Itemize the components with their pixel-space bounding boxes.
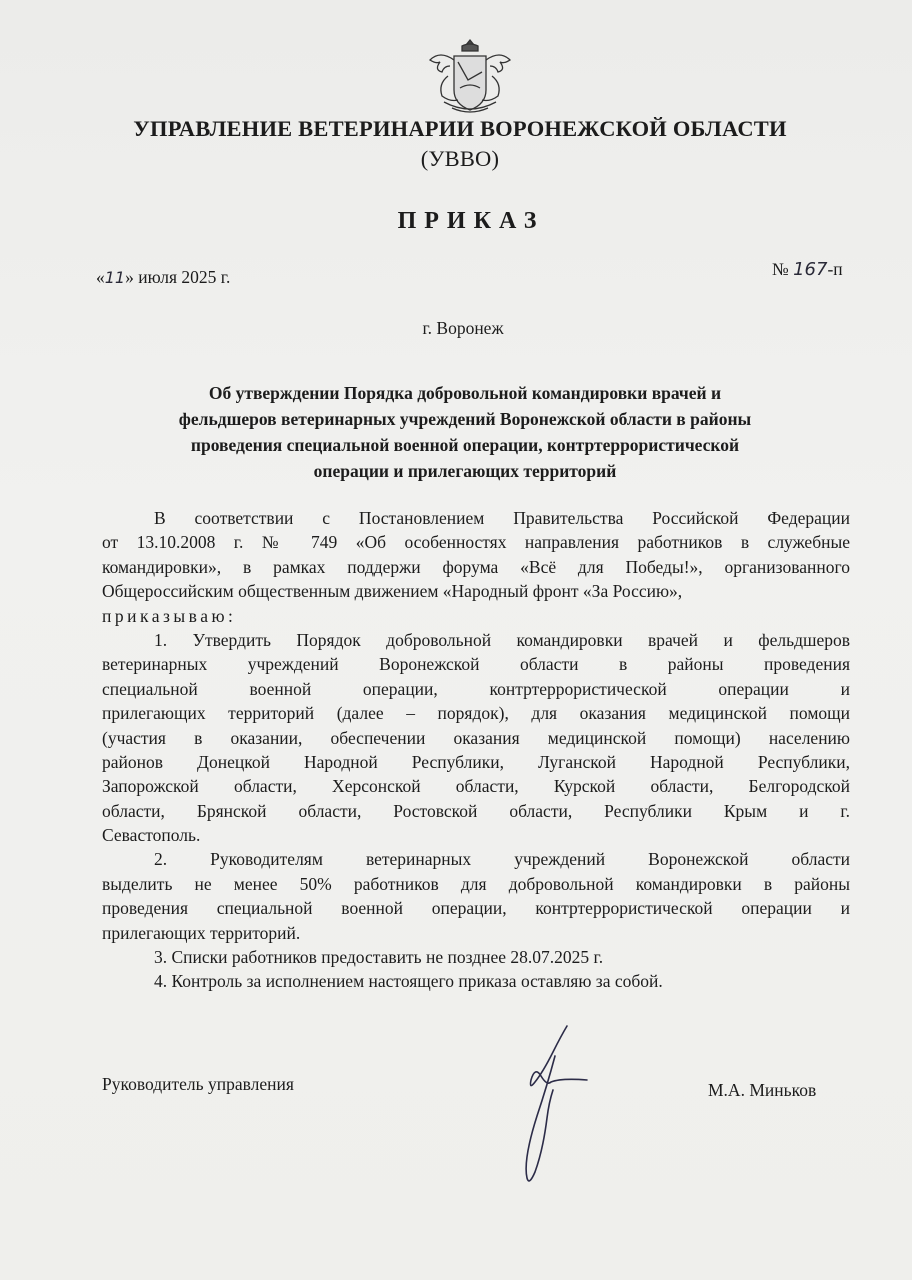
preamble-line: В соответствии с Постановлением Правительства Российской Федерации (154, 508, 850, 528)
item-1-line: 1. Утвердить Порядок добровольной командировки врачей и фельдшеров (154, 629, 850, 650)
item-1-line: специальной военной операции, контртеррористической операции и (102, 678, 850, 699)
subject-line: проведения специальной военной операции, контртеррористической (190, 435, 740, 455)
order-date (96, 267, 230, 288)
item-1-line: (участия в оказании, обеспечении оказания медицинской помощи) населению (102, 727, 850, 748)
item-1-line: области, Брянской области, Ростовской области, Республики Крым и г. (102, 800, 850, 821)
date-open: « (96, 267, 105, 287)
organization-name: УПРАВЛЕНИЕ ВЕТЕРИНАРИИ ВОРОНЕЖСКОЙ ОБЛАСТИ (133, 116, 787, 141)
order-number (772, 259, 843, 280)
item-1-line: прилегающих территорий (далее – порядок), для оказания медицинской помощи (102, 703, 850, 724)
item-2-line: 2. Руководителям ветеринарных учреждений Воронежской области (154, 849, 850, 870)
city: г. Воронеж (422, 318, 504, 338)
signatory-name: М.А. Миньков (708, 1080, 817, 1100)
item-1-line: Запорожской области, Херсонской области, Курской области, Белгородской (102, 776, 850, 797)
subject-line: фельдшеров ветеринарных учреждений Воронежской области в районы (178, 409, 752, 429)
item-1-line: ветеринарных учреждений Воронежской области в районы проведения (102, 654, 850, 675)
item-4-line: 4. Контроль за исполнением настоящего приказа оставляю за собой. (154, 971, 663, 992)
handwritten-signature (505, 1020, 605, 1190)
subject-line: операции и прилегающих территорий (313, 461, 617, 481)
item-2-line: прилегающих территорий. (102, 922, 301, 943)
item-2-line: проведения специальной военной операции, контртеррористической операции и (102, 898, 850, 919)
order-subject (120, 380, 810, 484)
document-type: ПРИКАЗ (397, 208, 545, 234)
number-suffix: -п (827, 259, 843, 279)
order-body (102, 506, 850, 994)
coat-of-arms-icon (424, 36, 516, 120)
subject-line: Об утверждении Порядка добровольной командировки врачей и (208, 383, 722, 403)
item-3-line: 3. Списки работников предоставить не позднее 28.07.2025 г. (154, 947, 604, 968)
organization-abbreviation: (УВВО) (420, 146, 500, 171)
preamble-line: командировки», в рамках поддержи форума «Всё для Победы!», организованного (102, 556, 850, 577)
preamble-order-word: приказываю: (102, 605, 237, 626)
number-prefix: № (772, 259, 789, 279)
date-rest: » июля 2025 г. (125, 267, 231, 287)
item-1-line: районов Донецкой Народной Республики, Луганской Народной Республики, (102, 751, 850, 772)
item-1-line: Севастополь. (102, 825, 201, 846)
item-2-line: выделить не менее 50% работников для добровольной командировки в районы (102, 873, 850, 894)
number-handwritten: 167 (793, 259, 828, 280)
date-day-handwritten: 11 (104, 268, 126, 287)
signatory-position: Руководитель управления (102, 1074, 294, 1094)
preamble-line: Общероссийским общественным движением «Народный фронт «За Россию», (102, 581, 683, 602)
preamble-line: от 13.10.2008 г. № 749 «Об особенностях направления работников в служебные (102, 532, 850, 553)
